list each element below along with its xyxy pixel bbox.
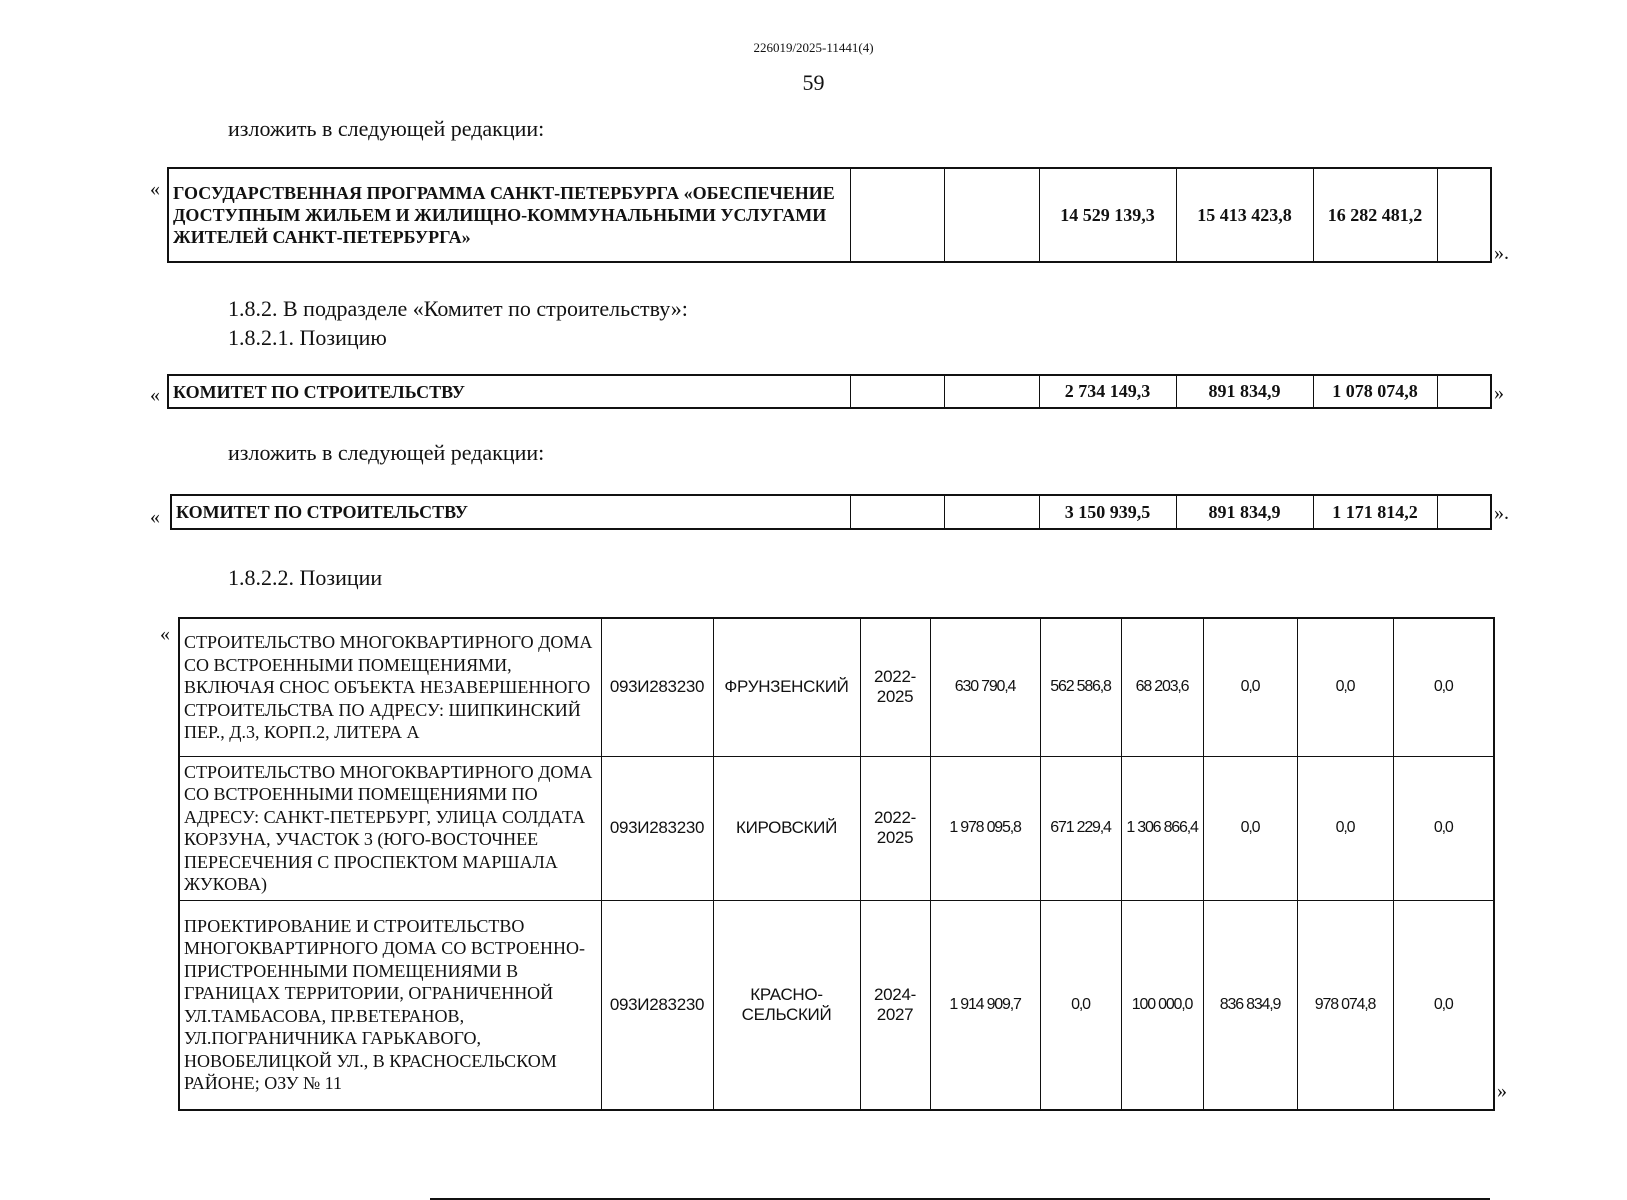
position-name: СТРОИТЕЛЬСТВО МНОГОКВАРТИРНОГО ДОМА СО ВСТРОЕННЫМИ ПОМЕЩЕНИЯМИ ПО АДРЕСУ: САНКТ-ПЕТЕРБУРГ, УЛИЦА СОЛДАТА КОРЗУНА, УЧАСТОК 3 (ЮГО-ВОСТОЧНЕЕ ПЕРЕСЕЧЕНИЯ С ПРОСПЕКТОМ МАРШАЛА ЖУКОВА) xyxy=(179,756,601,900)
close-quote: » xyxy=(1497,1080,1507,1102)
program-name: ГОСУДАРСТВЕННАЯ ПРОГРАММА САНКТ-ПЕТЕРБУРГА «ОБЕСПЕЧЕНИЕ ДОСТУПНЫМ ЖИЛЬЕМ И ЖИЛИЩНО-КОММУНАЛЬНЫМИ УСЛУГАМИ ЖИТЕЛЕЙ САНКТ-ПЕТЕРБУРГА» xyxy=(168,168,850,262)
page-number: 59 xyxy=(802,70,825,95)
close-quote: ». xyxy=(1494,242,1509,264)
position-c1: 671 229,4 xyxy=(1040,756,1121,900)
position-years: 2022-2025 xyxy=(860,756,930,900)
position-district: КРАСНО-СЕЛЬСКИЙ xyxy=(713,900,860,1110)
positions-heading: 1.8.2.2. Позиции xyxy=(228,565,383,590)
position-years: 2024-2027 xyxy=(860,900,930,1110)
position-c5: 0,0 xyxy=(1393,900,1494,1110)
position-total: 630 790,4 xyxy=(930,618,1040,756)
value-cell: 14 529 139,3 xyxy=(1039,168,1176,262)
value-cell: 3 150 939,5 xyxy=(1039,495,1176,529)
position-c4: 0,0 xyxy=(1297,756,1393,900)
position-c1: 0,0 xyxy=(1040,900,1121,1110)
position-c3: 0,0 xyxy=(1203,618,1297,756)
section-heading: 1.8.2. В подразделе «Комитет по строительству»: xyxy=(228,296,688,321)
close-quote: » xyxy=(1494,382,1504,404)
value-cell: 891 834,9 xyxy=(1176,495,1313,529)
committee-name: КОМИТЕТ ПО СТРОИТЕЛЬСТВУ xyxy=(168,375,850,408)
position-c3: 836 834,9 xyxy=(1203,900,1297,1110)
value-cell: 1 078 074,8 xyxy=(1313,375,1437,408)
table-row xyxy=(179,618,1494,756)
open-quote: « xyxy=(150,178,160,200)
positions-table xyxy=(178,617,1495,1111)
position-name: СТРОИТЕЛЬСТВО МНОГОКВАРТИРНОГО ДОМА СО ВСТРОЕННЫМИ ПОМЕЩЕНИЯМИ, ВКЛЮЧАЯ СНОС ОБЪЕКТА НЕЗАВЕРШЕННОГО СТРОИТЕЛЬСТВА ПО АДРЕСУ: ШИПКИНСКИЙ ПЕР., Д.3, КОРП.2, ЛИТЕРА А xyxy=(179,618,601,756)
position-c4: 978 074,8 xyxy=(1297,900,1393,1110)
value-cell: 15 413 423,8 xyxy=(1176,168,1313,262)
program-total-table xyxy=(167,167,1492,263)
value-cell: 891 834,9 xyxy=(1176,375,1313,408)
value-cell: 1 171 814,2 xyxy=(1313,495,1437,529)
table-row xyxy=(179,900,1494,1110)
open-quote: « xyxy=(150,384,160,406)
open-quote: « xyxy=(160,623,170,645)
subsection-heading: 1.8.2.1. Позицию xyxy=(228,325,387,350)
committee-new-table xyxy=(170,494,1492,530)
document-number: 226019/2025-11441(4) xyxy=(753,40,874,55)
position-name: ПРОЕКТИРОВАНИЕ И СТРОИТЕЛЬСТВО МНОГОКВАРТИРНОГО ДОМА СО ВСТРОЕННО-ПРИСТРОЕННЫМИ ПОМЕЩЕНИЯМИ В ГРАНИЦАХ ТЕРРИТОРИИ, ОГРАНИЧЕННОЙ УЛ.ТАМБАСОВА, ПР.ВЕТЕРАНОВ, УЛ.ПОГРАНИЧНИКА ГАРЬКАВОГО, НОВОБЕЛИЦКОЙ УЛ., В КРАСНОСЕЛЬСКОМ РАЙОНЕ; ОЗУ № 11 xyxy=(179,900,601,1110)
position-c5: 0,0 xyxy=(1393,618,1494,756)
position-total: 1 914 909,7 xyxy=(930,900,1040,1110)
position-years: 2022-2025 xyxy=(860,618,930,756)
committee-name: КОМИТЕТ ПО СТРОИТЕЛЬСТВУ xyxy=(171,495,850,529)
position-c1: 562 586,8 xyxy=(1040,618,1121,756)
position-c2: 100 000,0 xyxy=(1121,900,1203,1110)
committee-old-table xyxy=(167,374,1492,409)
position-c5: 0,0 xyxy=(1393,756,1494,900)
position-district: КИРОВСКИЙ xyxy=(713,756,860,900)
position-total: 1 978 095,8 xyxy=(930,756,1040,900)
open-quote: « xyxy=(150,506,160,528)
position-c2: 1 306 866,4 xyxy=(1121,756,1203,900)
position-c3: 0,0 xyxy=(1203,756,1297,900)
intro-text-2: изложить в следующей редакции: xyxy=(228,440,545,465)
table-row xyxy=(179,756,1494,900)
position-c2: 68 203,6 xyxy=(1121,618,1203,756)
position-code: 093И283230 xyxy=(601,618,713,756)
value-cell: 16 282 481,2 xyxy=(1313,168,1437,262)
close-quote: ». xyxy=(1494,502,1509,524)
intro-text-1: изложить в следующей редакции: xyxy=(228,116,545,141)
value-cell: 2 734 149,3 xyxy=(1039,375,1176,408)
position-district: ФРУНЗЕНСКИЙ xyxy=(713,618,860,756)
position-code: 093И283230 xyxy=(601,756,713,900)
position-code: 093И283230 xyxy=(601,900,713,1110)
position-c4: 0,0 xyxy=(1297,618,1393,756)
